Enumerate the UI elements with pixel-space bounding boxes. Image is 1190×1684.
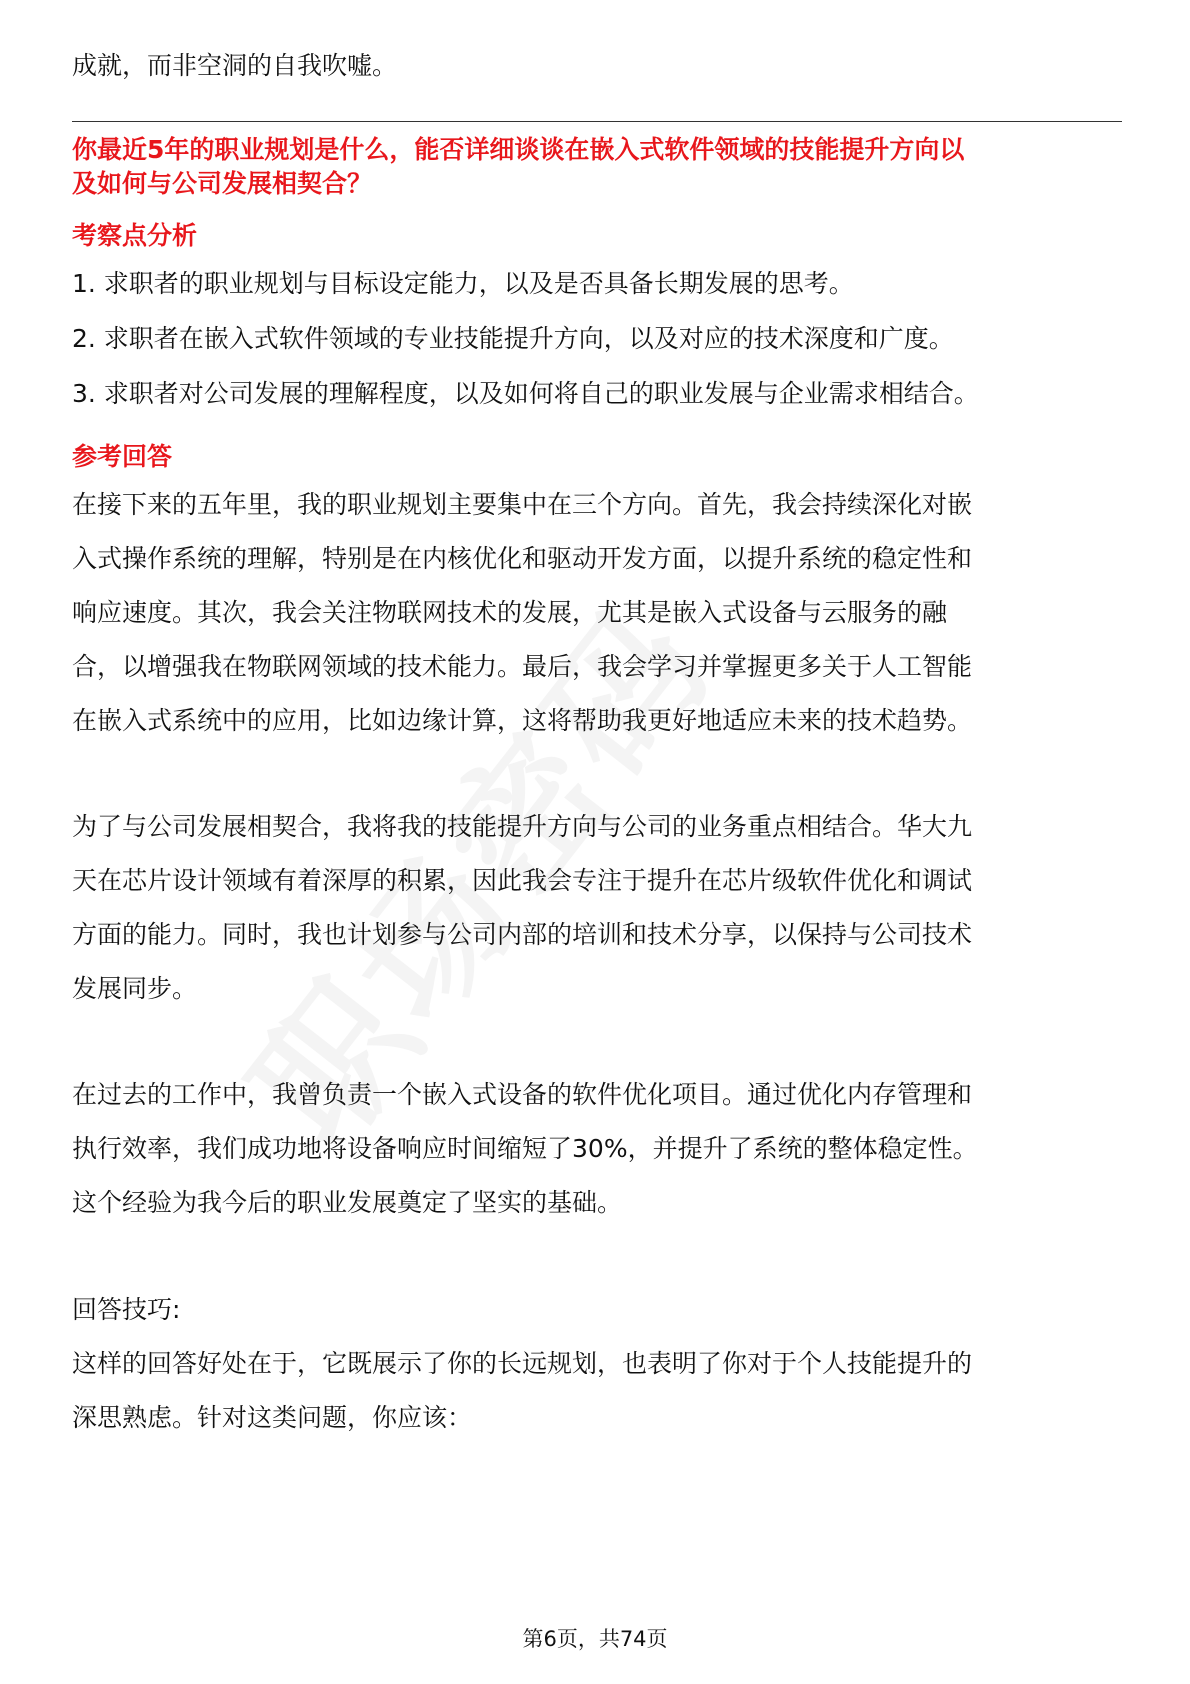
question-line-2: 及如何与公司发展相契合？ <box>72 169 373 198</box>
question-line-1: 你最近5年的职业规划是什么，能否详细谈谈在嵌入式软件领域的技能提升方向以 <box>72 135 965 164</box>
tips-heading: 回答技巧: <box>72 1295 181 1324</box>
answer-para3-line-1: 在过去的工作中，我曾负责一个嵌入式设备的软件优化项目。通过优化内存管理和 <box>72 1080 973 1109</box>
answer-para2-line-1: 为了与公司发展相契合，我将我的技能提升方向与公司的业务重点相结合。华大九 <box>72 812 973 841</box>
tips-line-1: 这样的回答好处在于，它既展示了你的长远规划，也表明了你对于个人技能提升的 <box>72 1349 973 1378</box>
analysis-point-2: 2. 求职者在嵌入式软件领域的专业技能提升方向，以及对应的技术深度和广度。 <box>72 324 954 353</box>
answer-para2-line-3: 方面的能力。同时，我也计划参与公司内部的培训和技术分享，以保持与公司技术 <box>72 920 973 949</box>
answer-para3-line-2: 执行效率，我们成功地将设备响应时间缩短了30%，并提升了系统的整体稳定性。 <box>72 1134 978 1163</box>
analysis-heading: 考察点分析 <box>72 221 198 250</box>
answer-para1-line-1: 在接下来的五年里，我的职业规划主要集中在三个方向。首先，我会持续深化对嵌 <box>72 490 973 519</box>
answer-para1-line-4: 合，以增强我在物联网领域的技术能力。最后，我会学习并掌握更多关于人工智能 <box>72 652 973 681</box>
answer-para2-line-2: 天在芯片设计领域有着深厚的积累，因此我会专注于提升在芯片级软件优化和调试 <box>72 866 973 895</box>
answer-para1-line-3: 响应速度。其次，我会关注物联网技术的发展，尤其是嵌入式设备与云服务的融 <box>72 598 948 627</box>
answer-para2-line-4: 发展同步。 <box>72 974 198 1003</box>
answer-para3-line-3: 这个经验为我今后的职业发展奠定了坚实的基础。 <box>72 1188 623 1217</box>
answer-para1-line-5: 在嵌入式系统中的应用，比如边缘计算，这将帮助我更好地适应未来的技术趋势。 <box>72 706 973 735</box>
section-divider <box>72 121 1122 122</box>
analysis-point-3: 3. 求职者对公司发展的理解程度，以及如何将自己的职业发展与企业需求相结合。 <box>72 379 979 408</box>
answer-para1-line-2: 入式操作系统的理解，特别是在内核优化和驱动开发方面，以提升系统的稳定性和 <box>72 544 973 573</box>
page-number-footer: 第6页，共74页 <box>522 1627 668 1651</box>
answer-heading: 参考回答 <box>72 442 173 471</box>
analysis-point-1: 1. 求职者的职业规划与目标设定能力，以及是否具备长期发展的思考。 <box>72 269 854 298</box>
tips-line-2: 深思熟虑。针对这类问题，你应该： <box>72 1403 473 1432</box>
intro-tail-text: 成就，而非空洞的自我吹嘘。 <box>72 51 398 80</box>
document-page <box>72 0 1122 1684</box>
